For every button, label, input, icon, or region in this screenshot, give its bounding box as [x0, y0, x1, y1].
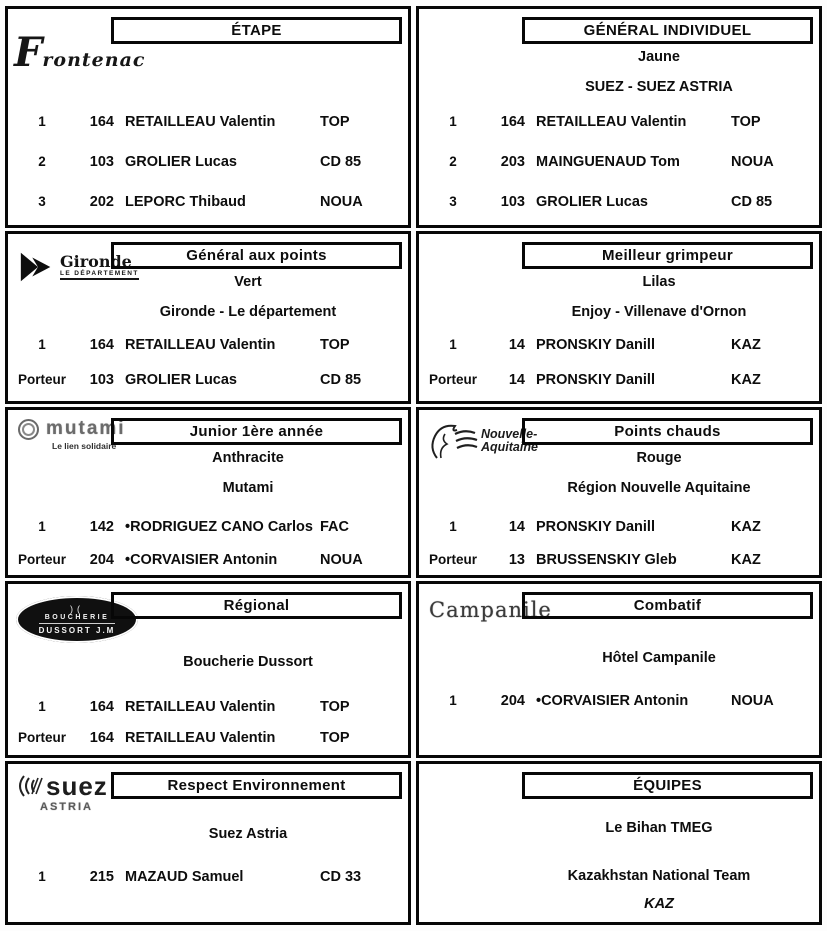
rider-name: GROLIER Lucas	[125, 372, 237, 388]
panel-title: Meilleur grimpeur	[522, 242, 813, 269]
rank: 1	[449, 114, 457, 129]
rank: Porteur	[17, 552, 66, 567]
team-code: KAZ	[644, 896, 674, 912]
rider-name: •RODRIGUEZ CANO Carlos	[125, 519, 313, 535]
ranking-row	[10, 332, 404, 358]
nouvelle-aquitaine-lion-icon	[427, 420, 479, 462]
rider-name: RETAILLEAU Valentin	[536, 114, 687, 130]
panel-general-individuel	[416, 6, 822, 228]
team-code: TOP	[320, 337, 350, 353]
panel-title: Général aux points	[111, 242, 402, 269]
gironde-logo-tagline: LE DÉPARTEMENT	[60, 271, 139, 281]
ranking-row	[421, 514, 815, 540]
bib-number: 203	[500, 154, 525, 170]
ranking-list	[421, 109, 815, 229]
rider-name: •CORVAISIER Antonin	[536, 693, 689, 709]
panel-title: Combatif	[522, 592, 813, 619]
bib-number: 164	[89, 114, 114, 130]
bib-number: 215	[89, 869, 114, 885]
nouvelle-aquitaine-logo-line2: Aquitaine	[481, 440, 538, 454]
rider-name: MAINGUENAUD Tom	[536, 154, 680, 170]
ranking-list	[10, 332, 404, 402]
panel-title: Respect Environnement	[111, 772, 402, 799]
ranking-list	[10, 514, 404, 580]
rider-name: RETAILLEAU Valentin	[125, 730, 276, 746]
ranking-list	[10, 694, 404, 756]
team-code: KAZ	[731, 519, 761, 535]
jersey-color: Jaune	[638, 49, 680, 65]
team-name: Kazakhstan National Team	[567, 868, 751, 884]
ranking-row	[10, 547, 404, 573]
team-code: TOP	[320, 730, 350, 746]
ranking-row	[421, 547, 815, 573]
panel-title: ÉQUIPES	[522, 772, 813, 799]
rank: 1	[38, 337, 46, 352]
bib-number: 103	[89, 154, 114, 170]
dussort-logo-line1: BOUCHERIE	[44, 613, 110, 621]
suez-swirl-icon	[14, 772, 44, 800]
panel-meilleur-grimpeur	[416, 231, 822, 404]
panel-title: GÉNÉRAL INDIVIDUEL	[522, 17, 813, 44]
dussort-logo-line2: DUSSORT J.M	[39, 623, 116, 635]
panel-respect-environnement	[5, 761, 411, 925]
rank: 2	[449, 154, 457, 169]
jersey-sponsor: Mutami	[222, 480, 274, 496]
ranking-row	[10, 694, 404, 720]
ranking-row	[421, 332, 815, 358]
team-code: CD 85	[731, 194, 773, 210]
rank: 1	[38, 699, 46, 714]
panel-points-chauds	[416, 407, 822, 578]
rank: 1	[38, 519, 46, 534]
rider-name: RETAILLEAU Valentin	[125, 337, 276, 353]
team-code: FAC	[320, 519, 349, 535]
bib-number: 103	[500, 194, 525, 210]
ranking-row	[10, 864, 404, 890]
bib-number: 204	[500, 693, 525, 709]
ranking-list	[421, 688, 815, 714]
rank: Porteur	[17, 372, 66, 387]
jersey-color: Anthracite	[212, 450, 284, 466]
ranking-row	[421, 189, 815, 215]
team-code: CD 85	[320, 154, 362, 170]
mutami-logo-tagline: Le lien solidaire	[52, 441, 117, 451]
ranking-list	[10, 864, 404, 890]
rider-name: PRONSKIY Danill	[536, 372, 655, 388]
nouvelle-aquitaine-logo-line1: Nouvelle-	[481, 426, 538, 441]
bib-number: 164	[89, 730, 114, 746]
rider-name: MAZAUD Samuel	[125, 869, 244, 885]
rider-name: BRUSSENSKIY Gleb	[536, 552, 677, 568]
bib-number: 142	[89, 519, 114, 535]
ranking-row	[10, 514, 404, 540]
team-code: TOP	[731, 114, 761, 130]
team-code: NOUA	[731, 154, 774, 170]
team-code: CD 33	[320, 869, 362, 885]
jersey-sponsor: Suez Astria	[208, 826, 288, 842]
rider-name: GROLIER Lucas	[536, 194, 648, 210]
jersey-color: Vert	[234, 274, 262, 290]
rank: 1	[449, 337, 457, 352]
ranking-list	[10, 109, 404, 229]
mutami-circle-icon	[18, 419, 39, 440]
gironde-arrow-icon	[18, 248, 56, 286]
mutami-logo	[18, 418, 126, 451]
ranking-list	[421, 514, 815, 580]
bib-number: 14	[508, 372, 525, 388]
bib-number: 202	[89, 194, 114, 210]
bib-number: 13	[508, 552, 525, 568]
panel-title: Junior 1ère année	[111, 418, 402, 445]
rank: 1	[449, 519, 457, 534]
jersey-sponsor: Hôtel Campanile	[602, 650, 716, 666]
ranking-row	[421, 367, 815, 393]
panel-title: Points chauds	[522, 418, 813, 445]
rider-name: •CORVAISIER Antonin	[125, 552, 278, 568]
rider-name: PRONSKIY Danill	[536, 337, 655, 353]
ranking-row	[10, 149, 404, 175]
rider-name: RETAILLEAU Valentin	[125, 699, 276, 715]
jersey-color: Rouge	[636, 450, 682, 466]
rank: 1	[38, 114, 46, 129]
rider-name: PRONSKIY Danill	[536, 519, 655, 535]
ranking-row	[10, 725, 404, 751]
bib-number: 164	[89, 337, 114, 353]
jersey-color: Lilas	[642, 274, 676, 290]
rank: 2	[38, 154, 46, 169]
team-code: KAZ	[731, 337, 761, 353]
frontenac-logo-text: Frontenac	[14, 29, 146, 76]
team-code: TOP	[320, 699, 350, 715]
rank: Porteur	[428, 372, 477, 387]
team-classification-leader: Le Bihan TMEG	[605, 820, 713, 836]
rank: Porteur	[17, 730, 66, 745]
jersey-sponsor: Boucherie Dussort	[183, 654, 313, 670]
suez-logo-text: suez	[46, 771, 108, 801]
ranking-row	[10, 109, 404, 135]
ranking-row	[10, 367, 404, 393]
rider-name: LEPORC Thibaud	[125, 194, 246, 210]
suez-astria-logo	[14, 772, 108, 813]
panel-general-points	[5, 231, 411, 404]
panel-combatif	[416, 581, 822, 758]
rank: 1	[449, 693, 457, 708]
team-code: NOUA	[731, 693, 774, 709]
team-code: NOUA	[320, 194, 363, 210]
team-code: TOP	[320, 114, 350, 130]
jersey-sponsor: Gironde - Le département	[159, 304, 337, 320]
team-code: KAZ	[731, 372, 761, 388]
rank: 3	[38, 194, 46, 209]
bib-number: 164	[500, 114, 525, 130]
mutami-logo-text: mutami	[46, 418, 126, 439]
panel-etape	[5, 6, 411, 228]
panel-junior	[5, 407, 411, 578]
rank: Porteur	[428, 552, 477, 567]
jersey-sponsor: SUEZ - SUEZ ASTRIA	[585, 79, 733, 95]
rider-name: GROLIER Lucas	[125, 154, 237, 170]
bib-number: 204	[89, 552, 114, 568]
ranking-list	[421, 332, 815, 402]
team-code: KAZ	[731, 552, 761, 568]
bib-number: 14	[508, 337, 525, 353]
ranking-row	[421, 109, 815, 135]
bib-number: 14	[508, 519, 525, 535]
rider-name: RETAILLEAU Valentin	[125, 114, 276, 130]
team-code: CD 85	[320, 372, 362, 388]
ranking-row	[421, 149, 815, 175]
jersey-sponsor: Enjoy - Villenave d'Ornon	[571, 304, 747, 320]
panel-title: Régional	[111, 592, 402, 619]
bib-number: 103	[89, 372, 114, 388]
jersey-sponsor: Région Nouvelle Aquitaine	[567, 480, 751, 496]
team-code: NOUA	[320, 552, 363, 568]
bib-number: 164	[89, 699, 114, 715]
rank: 1	[38, 869, 46, 884]
gironde-logo-text: Gironde	[60, 251, 132, 271]
panel-title: ÉTAPE	[111, 17, 402, 44]
ranking-row	[10, 189, 404, 215]
panel-equipes	[416, 761, 822, 925]
astria-logo-text: ASTRIA	[40, 801, 93, 813]
panel-regional	[5, 581, 411, 758]
rank: 3	[449, 194, 457, 209]
dussort-ornament-icon: )(	[70, 603, 84, 614]
ranking-row	[421, 688, 815, 714]
campanile-logo-text: Campanile	[429, 598, 552, 622]
